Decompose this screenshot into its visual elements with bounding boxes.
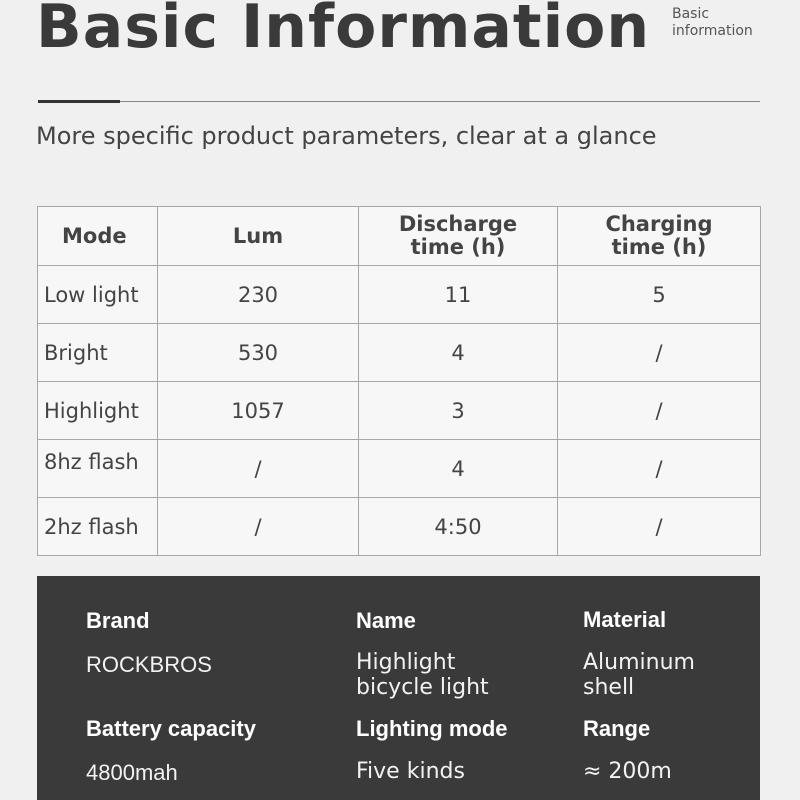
column-header-lum: Lum (158, 207, 359, 266)
spec-label-name: Name (356, 608, 416, 633)
cell-mode: Low light (38, 266, 158, 324)
cell-charging: / (558, 382, 761, 440)
spec-value-range: ≈ 200m (583, 759, 672, 784)
cell-lum: 530 (158, 324, 359, 382)
spec-value-name: Highlight bicycle light (356, 650, 489, 700)
cell-charging: / (558, 498, 761, 556)
parameters-table (37, 206, 761, 556)
cell-discharge: 4:50 (359, 498, 558, 556)
table-row (38, 498, 761, 556)
table-row (38, 382, 761, 440)
page-title: Basic Information (36, 0, 651, 62)
column-header-charging-text: Charging time (h) (605, 212, 713, 259)
spec-label-battery: Battery capacity (86, 716, 256, 741)
cell-charging: / (558, 324, 761, 382)
cell-discharge: 11 (359, 266, 558, 324)
side-label: Basic information (672, 6, 753, 39)
cell-lum: 230 (158, 266, 359, 324)
cell-discharge: 4 (359, 324, 558, 382)
table-row (38, 324, 761, 382)
cell-mode: 8hz flash (38, 440, 158, 498)
column-header-charging (558, 207, 761, 266)
spec-value-battery: 4800mah (86, 760, 178, 785)
cell-lum: 1057 (158, 382, 359, 440)
cell-discharge: 4 (359, 440, 558, 498)
table-header-row (38, 207, 761, 266)
column-header-discharge (359, 207, 558, 266)
cell-charging: 5 (558, 266, 761, 324)
column-header-mode: Mode (38, 207, 158, 266)
cell-mode: Highlight (38, 382, 158, 440)
spec-label-brand: Brand (86, 608, 150, 633)
cell-charging: / (558, 440, 761, 498)
cell-discharge: 3 (359, 382, 558, 440)
spec-value-brand: ROCKBROS (86, 652, 212, 677)
spec-label-range: Range (583, 716, 651, 741)
column-header-discharge-text: Discharge time (h) (398, 212, 518, 259)
page-subtitle: More specific product parameters, clear at a glance (36, 122, 657, 150)
table-row (38, 266, 761, 324)
spec-value-material: Aluminum shell (583, 650, 695, 700)
cell-lum: / (158, 440, 359, 498)
divider-accent (38, 100, 120, 103)
cell-lum: / (158, 498, 359, 556)
spec-value-lighting: Five kinds (356, 759, 465, 784)
table-row (38, 440, 761, 498)
spec-label-material: Material (583, 607, 667, 632)
cell-mode: Bright (38, 324, 158, 382)
spec-label-lighting: Lighting mode (356, 716, 508, 741)
divider (38, 101, 760, 102)
cell-mode: 2hz flash (38, 498, 158, 556)
specs-panel (37, 576, 760, 800)
